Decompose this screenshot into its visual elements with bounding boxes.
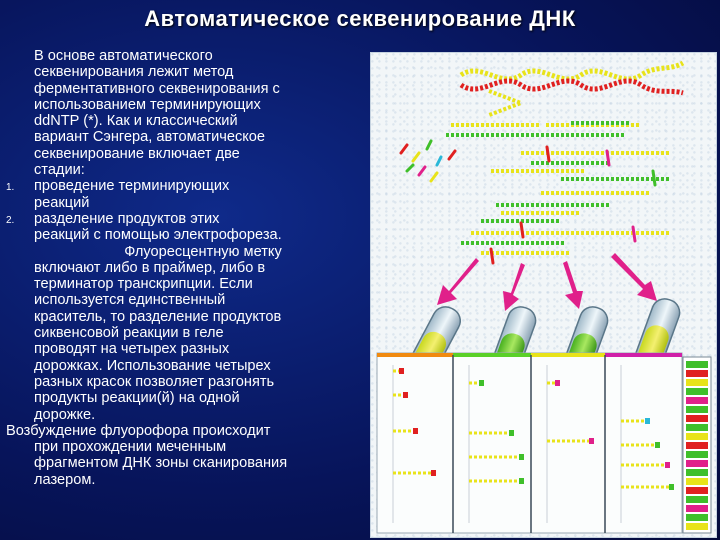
paragraph-line: при прохождении меченным [34, 439, 227, 456]
list-line: разделение продуктов этих [34, 210, 220, 227]
intro-line: В основе автоматического [34, 48, 213, 64]
paragraph-line: проводят на четырех разных [34, 341, 230, 358]
paragraph-line: дорожке. [34, 406, 96, 423]
paragraph-first-line: Возбуждение флуорофора происходит [6, 422, 271, 439]
paragraph-line: разных красок позволяет разгонять [34, 373, 275, 390]
list-number: 1. [6, 182, 15, 194]
paragraph-line: продукты реакции(й) на одной [34, 390, 240, 407]
list-line: реакций [34, 194, 90, 211]
intro-line: ddNTP (*). Как и классический [34, 113, 238, 130]
slide-title: Автоматическое секвенирование ДНК [144, 6, 576, 31]
paragraph-line: краситель, то разделение продуктов [34, 308, 282, 325]
intro-line: стадии: [34, 162, 85, 179]
intro-line: секвенирование включает две [34, 145, 240, 162]
list-number: 2. [6, 214, 15, 226]
intro-line: вариант Сэнгера, автоматическое [34, 129, 266, 146]
gel-lane-icon [377, 353, 711, 533]
intro-line: использованием терминирующих [34, 96, 261, 113]
sequencing-diagram [371, 53, 716, 537]
intro-paragraph [6, 48, 358, 178]
paragraph-line: дорожках. Использование четырех [34, 357, 271, 374]
slide-body-text [6, 48, 358, 488]
list-line: реакций с помощью электрофореза. [34, 227, 282, 244]
paragraph-line: используется единственный [34, 292, 226, 309]
paragraph-line: лазером. [34, 471, 96, 488]
sequencing-illustration [370, 52, 717, 538]
list-item [6, 211, 358, 244]
paragraph-excitation [6, 439, 358, 488]
ddntp-fragment-icon [446, 123, 671, 253]
paragraph-line: фрагментом ДНК зоны сканирования [34, 455, 288, 472]
intro-line: секвенирования лежит метод [34, 64, 234, 81]
paragraph-label-method [6, 244, 358, 423]
paragraph-line: сиквенсовой реакции в геле [34, 325, 224, 342]
paragraph-line: включают либо в праймер, либо в [34, 259, 266, 276]
intro-line: ферментативного секвенирования с [34, 80, 280, 97]
list-item [6, 178, 358, 211]
list-line: проведение терминирующих [34, 178, 230, 195]
paragraph-line: терминатор транскрипции. Если [34, 276, 253, 293]
dna-strand-icon [461, 63, 683, 115]
arrow-icon [437, 253, 657, 311]
paragraph-first-line: Флуоресцентную метку [124, 243, 282, 260]
